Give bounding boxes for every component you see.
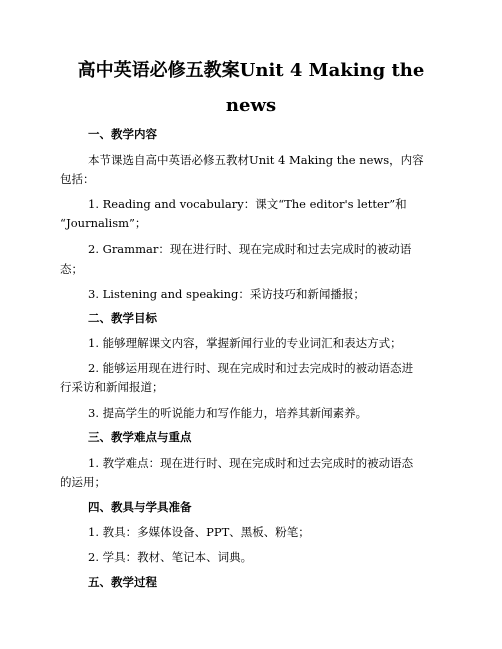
section-heading-teaching-aids: 四、教具与学具准备 bbox=[88, 500, 192, 514]
list-item: 1. Reading and vocabulary：课文“The editor's letter”和 bbox=[88, 197, 407, 211]
list-item-continuation: 态； bbox=[60, 262, 83, 276]
list-item-continuation: “Journalism”； bbox=[60, 216, 147, 230]
list-item-continuation: 的运用； bbox=[60, 475, 106, 489]
paragraph-line: 包括： bbox=[60, 172, 95, 186]
list-item: 1. 教具：多媒体设备、PPT、黑板、粉笔； bbox=[88, 525, 310, 539]
section-heading-teaching-content: 一、教学内容 bbox=[88, 127, 157, 141]
document-title-line-2: news bbox=[225, 95, 277, 116]
list-item: 1. 能够理解课文内容，掌握新闻行业的专业词汇和表达方式； bbox=[88, 336, 402, 350]
paragraph-line: 本节课选自高中英语必修五教材Unit 4 Making the news，内容 bbox=[88, 153, 424, 167]
list-item: 1. 教学难点：现在进行时、现在完成时和过去完成时的被动语态 bbox=[88, 456, 414, 470]
section-heading-teaching-process: 五、教学过程 bbox=[88, 575, 157, 589]
list-item: 3. 提高学生的听说能力和写作能力，培养其新闻素养。 bbox=[88, 406, 368, 420]
list-item: 2. Grammar：现在进行时、现在完成时和过去完成时的被动语 bbox=[88, 242, 412, 256]
list-item: 3. Listening and speaking：采访技巧和新闻播报； bbox=[88, 287, 365, 301]
list-item: 2. 能够运用现在进行时、现在完成时和过去完成时的被动语态进 bbox=[88, 361, 414, 375]
section-heading-difficulties-key-points: 三、教学难点与重点 bbox=[88, 430, 192, 444]
list-item-continuation: 行采访和新闻报道； bbox=[60, 380, 164, 394]
section-heading-teaching-objectives: 二、教学目标 bbox=[88, 311, 157, 325]
document-title-line-1: 高中英语必修五教案Unit 4 Making the bbox=[77, 60, 425, 81]
list-item: 2. 学具：教材、笔记本、词典。 bbox=[88, 550, 253, 564]
